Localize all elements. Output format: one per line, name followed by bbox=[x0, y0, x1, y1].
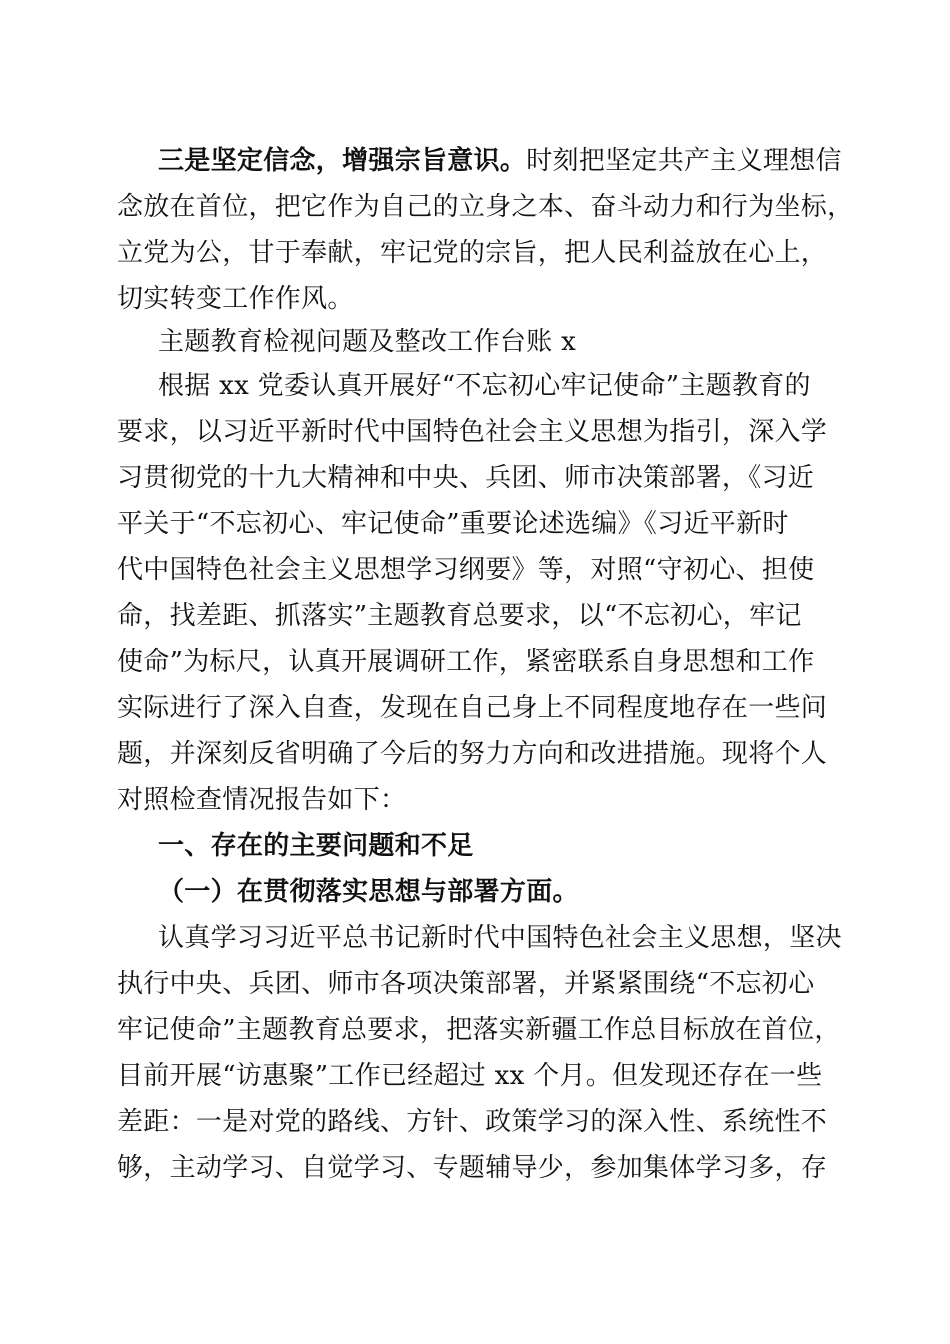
paragraph-2-line: 实际进行了深入自查，发现在自己身上不同程度地存在一些问 bbox=[117, 693, 828, 723]
subsection-heading: （一）在贯彻落实思想与部署方面。 bbox=[158, 877, 579, 907]
paragraph-2-line: 对照检查情况报告如下： bbox=[117, 785, 407, 815]
paragraph-2-line: 平关于“不忘初心、牢记使命”重要论述选编》《习近平新时 bbox=[117, 509, 789, 539]
paragraph-1-line-3: 立党为公，甘于奉献，牢记党的宗旨，把人民利益放在心上， bbox=[117, 238, 828, 268]
paragraph-1-line-4: 切实转变工作作风。 bbox=[117, 284, 354, 314]
paragraph-2-line: 要求，以习近平新时代中国特色社会主义思想为指引，深入学 bbox=[117, 417, 828, 447]
paragraph-3-line: 执行中央、兵团、师市各项决策部署，并紧紧围绕“不忘初心 bbox=[117, 969, 815, 999]
paragraph-2-line: 使命”为标尺，认真开展调研工作，紧密联系自身思想和工作 bbox=[117, 647, 815, 677]
paragraph-1-line-1 bbox=[158, 146, 878, 176]
paragraph-1-line-1-rest: 时刻把坚定共产主义理想信 bbox=[526, 146, 842, 176]
paragraph-2-line: 代中国特色社会主义思想学习纲要》等，对照“守初心、担使 bbox=[117, 555, 815, 585]
paragraph-3-line: 目前开展“访惠聚”工作已经超过 xx 个月。但发现还存在一些 bbox=[117, 1061, 823, 1091]
paragraph-3-line: 牢记使命”主题教育总要求，把落实新疆工作总目标放在首位， bbox=[117, 1015, 841, 1045]
paragraph-2-line: 根据 xx 党委认真开展好“不忘初心牢记使命”主题教育的 bbox=[158, 371, 811, 401]
paragraph-3-line: 认真学习习近平总书记新时代中国特色社会主义思想，坚决 bbox=[158, 923, 842, 953]
paragraph-2-line: 习贯彻党的十九大精神和中央、兵团、师市决策部署，《习近 bbox=[117, 463, 815, 493]
paragraph-1-line-2: 念放在首位，把它作为自己的立身之本、奋斗动力和行为坐标， bbox=[117, 192, 854, 222]
paragraph-1-lead: 三是坚定信念，增强宗旨意识。 bbox=[158, 146, 527, 176]
paragraph-3-line: 差距：一是对党的路线、方针、政策学习的深入性、系统性不 bbox=[117, 1107, 828, 1137]
doc-title: 主题教育检视问题及整改工作台账 x bbox=[158, 327, 577, 357]
section-heading: 一、存在的主要问题和不足 bbox=[158, 831, 474, 861]
paragraph-2-line: 命，找差距、抓落实”主题教育总要求，以“不忘初心，牢记 bbox=[117, 601, 802, 631]
paragraph-3-line: 够，主动学习、自觉学习、专题辅导少，参加集体学习多，存 bbox=[117, 1153, 828, 1183]
paragraph-2-line: 题，并深刻反省明确了今后的努力方向和改进措施。现将个人 bbox=[117, 739, 828, 769]
